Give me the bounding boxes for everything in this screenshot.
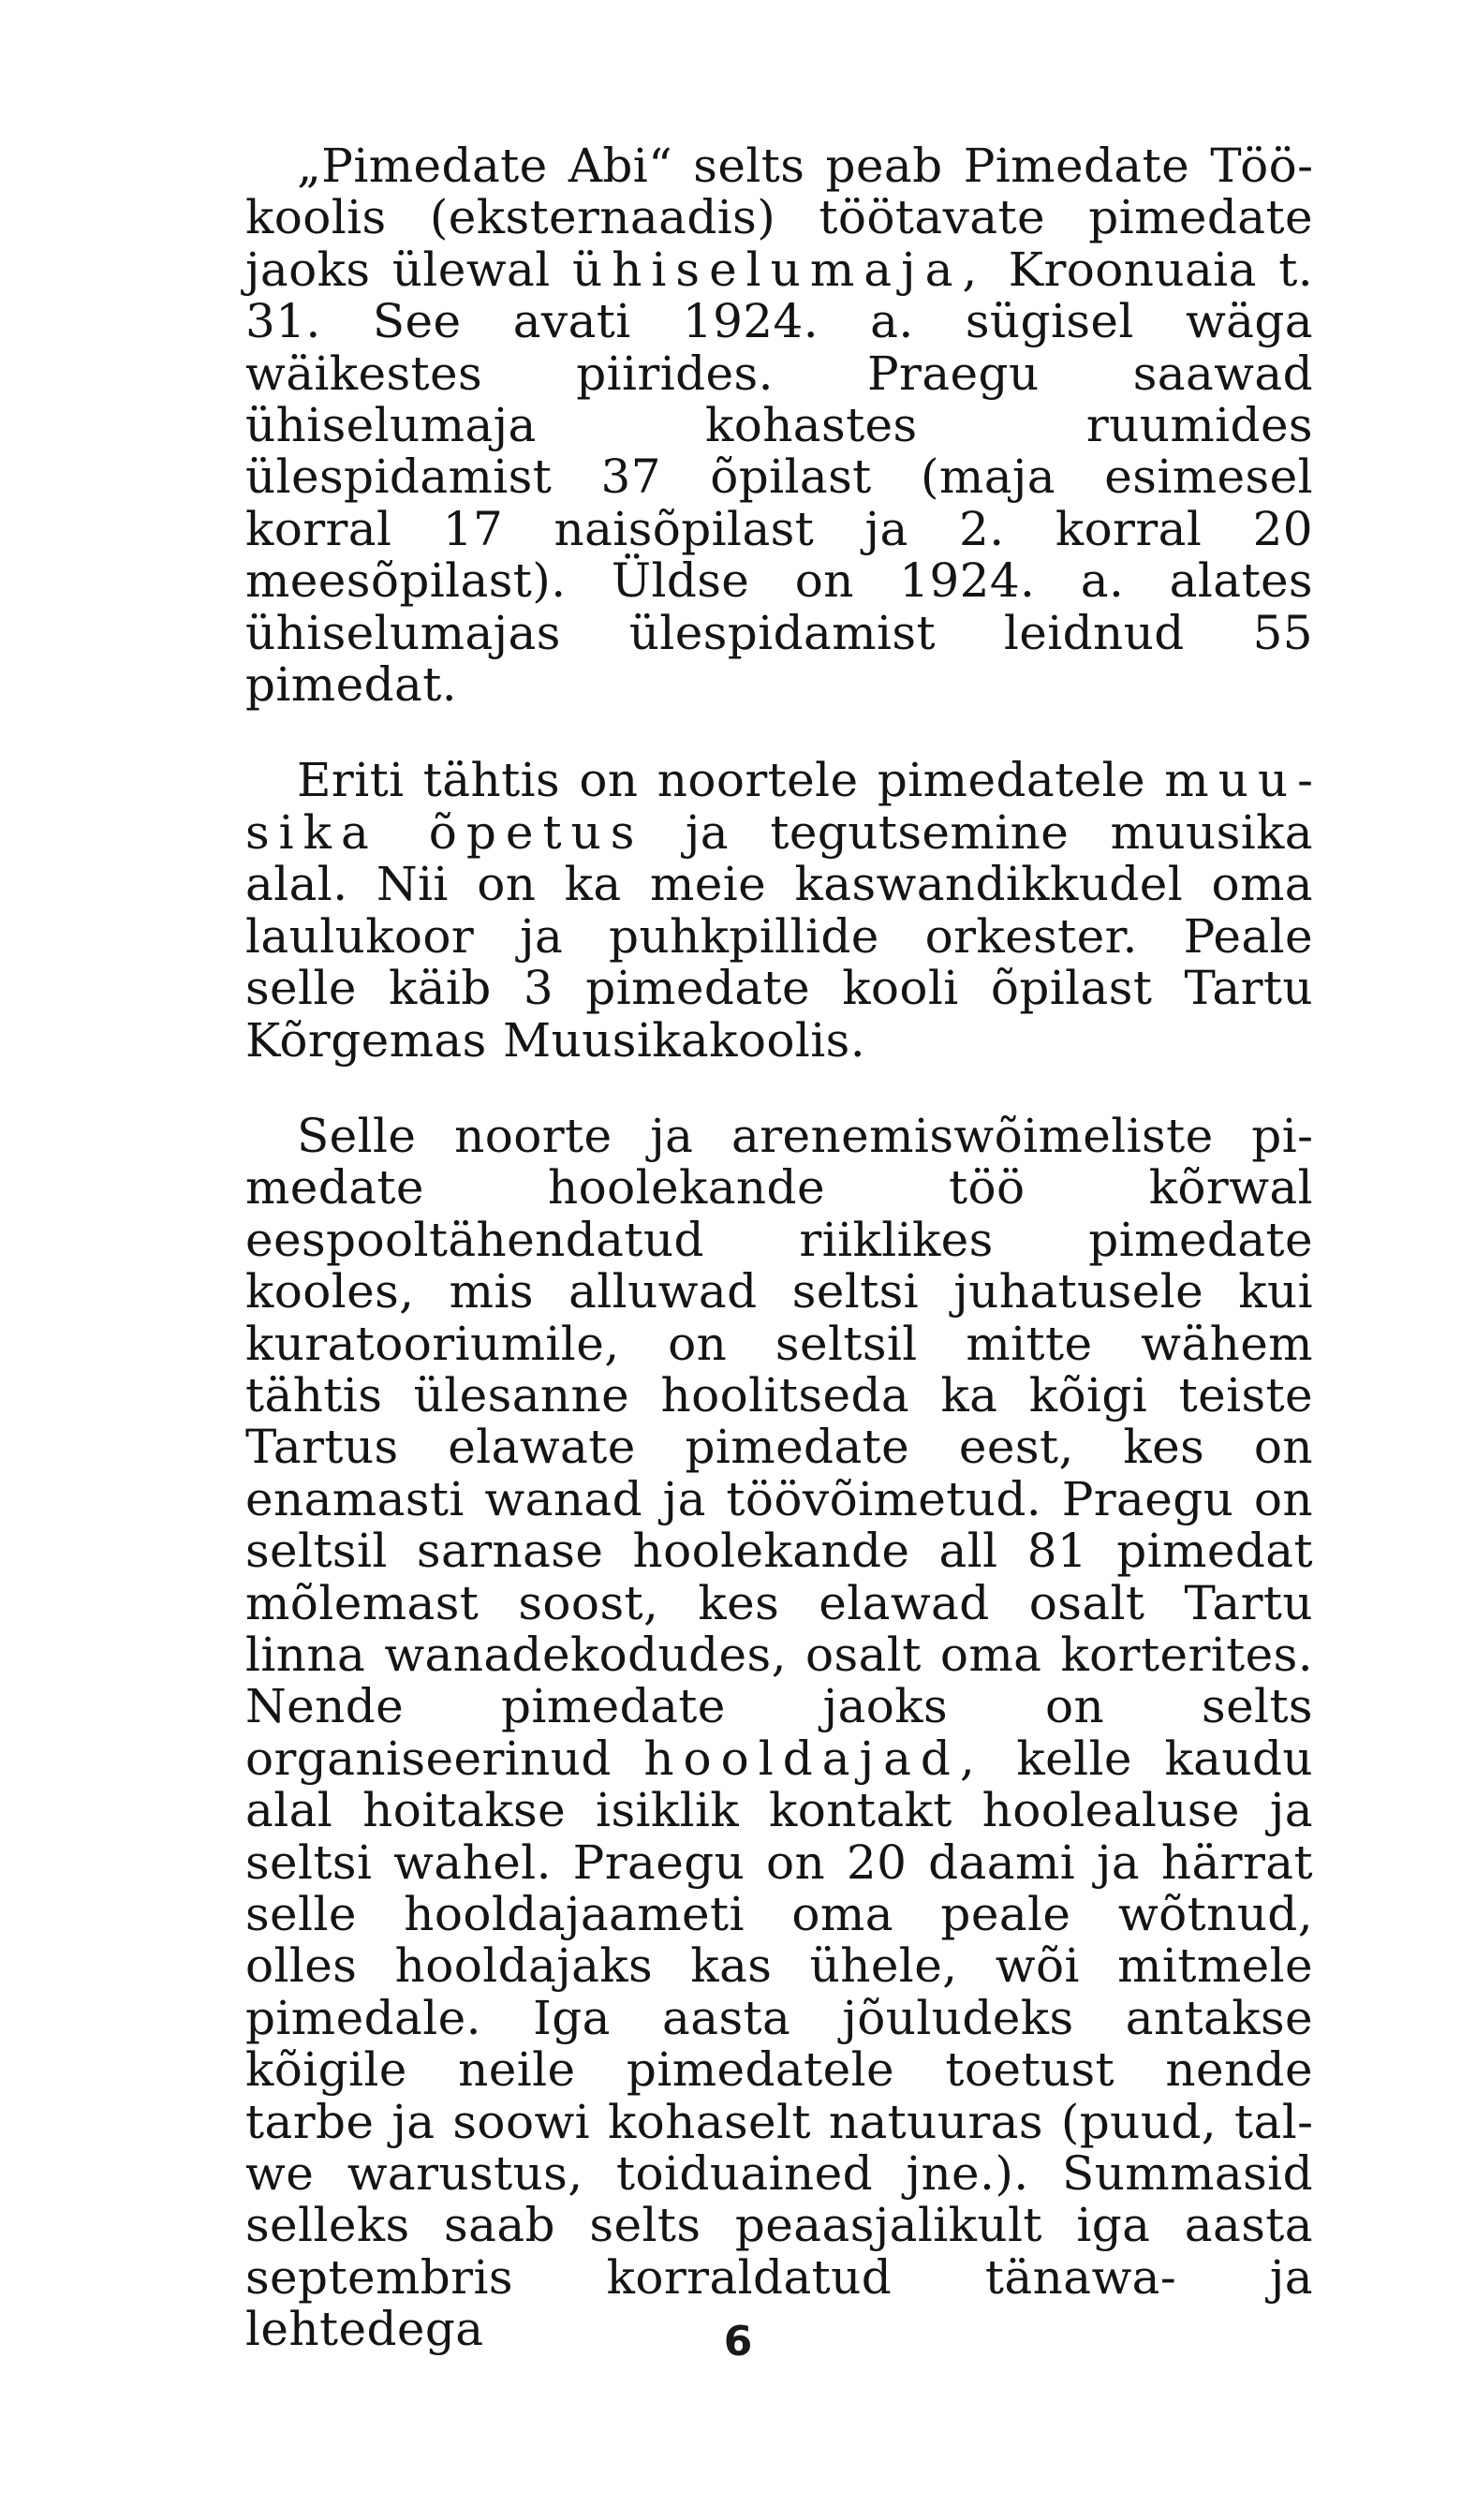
document-page xyxy=(245,140,1313,2356)
text-segment: Eriti tähtis on noortele pimedatele xyxy=(297,753,1165,808)
text-segment: kelle kaudu alal hoitakse isiklik kontakt hoolealuse ja seltsi wahel. Praegu on 20 daami ja härrat selle hooldajaameti oma peale wõtnud, olles hooldajaks kas ühele, wõi mitmele pimedale. Iga aasta jõuludeks antakse kõigile neile pimedatele toetust nende tarbe ja soowi kohaselt natuuras (puud, talwe warustus, toiduained jne.). Summasid selleks saab selts peaasjalikult iga aasta septembris korraldatud tänawa- ja lehtedega xyxy=(245,1731,1313,2357)
text-segment: Selle noorte ja arenemiswõimeliste pimedate hoolekande töö kõrwal eespooltähendatud riiklikes pimedate kooles, mis alluwad seltsi juhatusele kui kuratooriumile, on seltsil mitte wähem tähtis ülesanne hoolitseda ka kõigi teiste Tartus elawate pimedate eest, kes on enamasti wanad ja töövõimetud. Praegu on seltsil sarnase hoolekande all 81 pimedat mõlemast soost, kes elawad osalt Tartu linna wanadekodudes, osalt oma korterites. Nende pimedate jaoks on selts organiseerinud xyxy=(245,1108,1313,1786)
emphasized-term: muusika õpetus xyxy=(245,753,1313,860)
text-segment: ja tegutsemine muusika alal. Nii on ka meie kaswandikkudel oma laulukoor ja puhkpillide orkester. Peale selle käib 3 pimedate kooli õpilast Tartu Kõrgemas Muusikakoolis. xyxy=(245,804,1313,1068)
page-number: 6 xyxy=(723,2318,753,2365)
text-segment: Kroonuaia t. 31. See avati 1924. a. sügisel wäga wäikestes piirides. Praegu saawad ühiselumaja kohastes ruumides ülespidamist 37 õpilast (maja esimesel korral 17 naisõpilast ja 2. korral 20 meesõpilast). Üldse on 1924. a. alates ühiselumajas ülespidamist leidnud 55 pimedat. xyxy=(245,242,1313,713)
paragraph-ühiselumaja xyxy=(245,140,1313,711)
emphasized-term: ühiselumaja, xyxy=(572,242,987,297)
paragraph-care-work xyxy=(245,1108,1313,2357)
text-segment: „Pimedate Abi“ selts peab Pimedate Töökoolis (eksternaadis) töötavate pimedate jaoks ülewal xyxy=(245,139,1313,297)
paragraph-music-education xyxy=(245,755,1313,1066)
emphasized-term: hooldajad, xyxy=(643,1731,984,1786)
